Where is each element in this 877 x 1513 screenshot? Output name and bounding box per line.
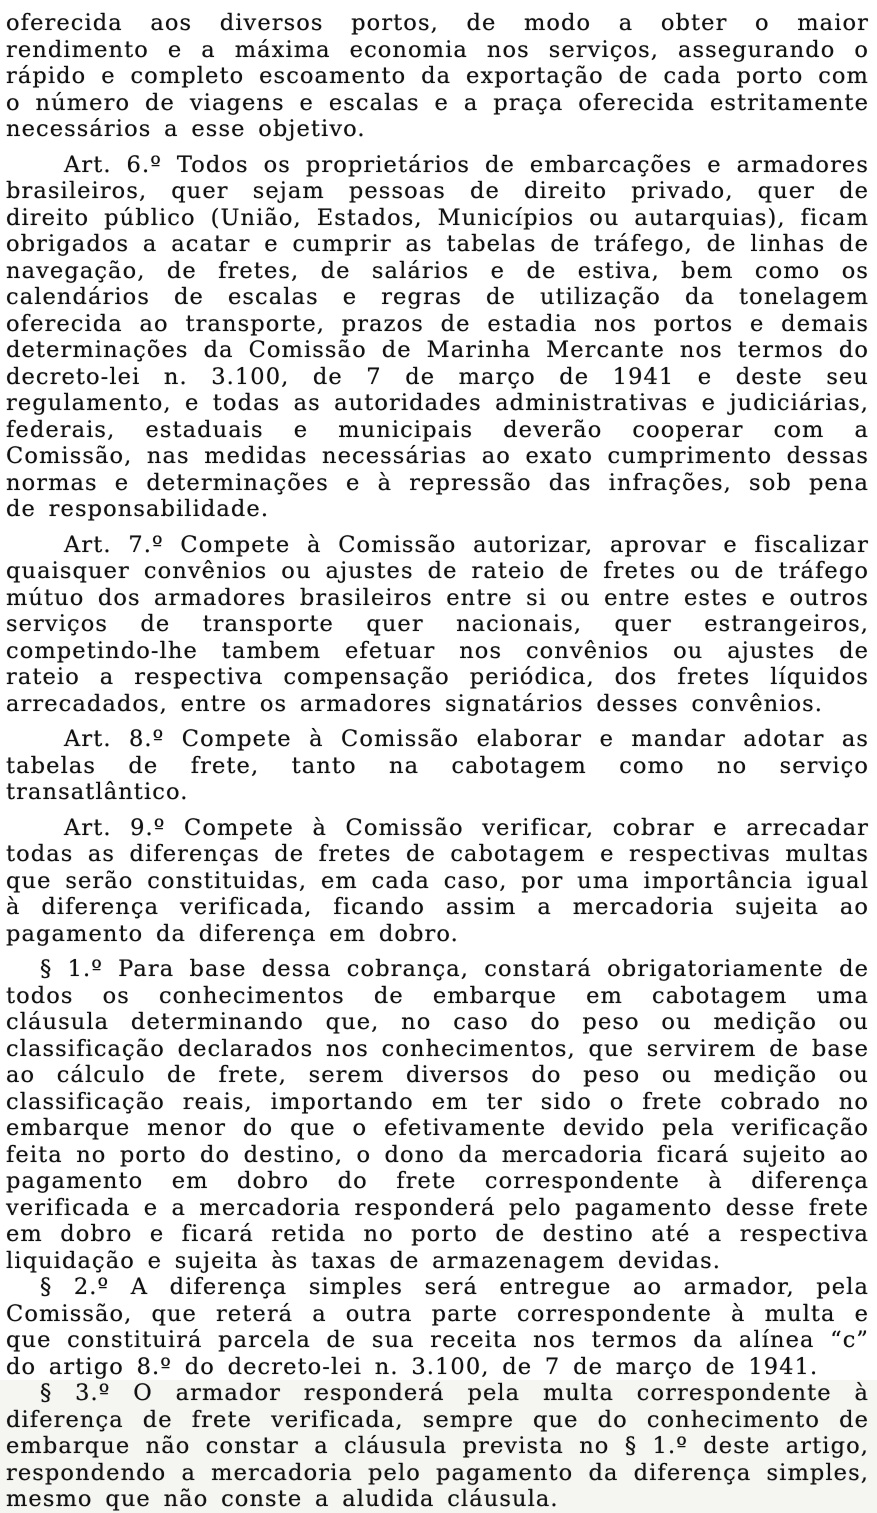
paragraph-section-2: § 2.º A diferença simples será entregue ao armador, pela Comissão, que reterá a outra parte correspondente à multa e que constituirá parcela de sua receita nos termos da alínea “c” do artigo 8.º do decreto-lei n. 3.100, de 7 de março de 1941.	[6, 1274, 869, 1380]
paragraph-art-9: Art. 9.º Compete à Comissão verificar, cobrar e arrecadar todas as diferenças de fretes de cabotagem e respectivas multas que serão constituidas, em cada caso, por uma importância igual à diferença verificada, ficando assim a mercadoria sujeita ao pagamento da diferença em dobro.	[6, 814, 869, 947]
paragraph-continuation: oferecida aos diversos portos, de modo a obter o maior rendimento e a máxima economia nos serviços, assegurando o rápido e completo escoamento da exportação de cada porto com o número de viagens e escalas e a praça oferecida estritamente necessários a esse objetivo.	[6, 10, 869, 142]
paragraph-art-7: Art. 7.º Compete à Comissão autorizar, aprovar e fiscalizar quaisquer convênios ou ajustes de rateio de fretes ou de tráfego mútuo dos armadores brasileiros entre si ou entre estes e outros serviços de transporte quer nacionais, quer estrangeiros, competindo-lhe tambem efetuar nos convênios ou ajustes de rateio a respectiva compensação periódica, dos fretes líquidos arrecadados, entre os armadores signatários desses convênios.	[6, 531, 869, 717]
paragraph-art-8: Art. 8.º Compete à Comissão elaborar e mandar adotar as tabelas de frete, tanto na cabotagem como no serviço transatlântico.	[6, 726, 869, 805]
paragraph-art-6: Art. 6.º Todos os proprietários de embarcações e armadores brasileiros, quer sejam pessoas de direito privado, quer de direito público (União, Estados, Municípios ou autarquias), ficam obrigados a acatar e cumprir as tabelas de tráfego, de linhas de navegação, de fretes, de salários e de estiva, bem como os calendários de escalas e regras de utilização da tonelagem oferecida ao transporte, prazos de estadia nos portos e demais determinações da Comissão de Marinha Mercante nos termos do decreto-lei n. 3.100, de 7 de março de 1941 e deste seu regulamento, e todas as autoridades administrativas e judiciárias, federais, estaduais e municipais deverão cooperar com a Comissão, nas medidas necessárias ao exato cumprimento dessas normas e determinações e à repressão das infrações, sob pena de responsabilidade.	[6, 151, 869, 522]
paragraph-section-1: § 1.º Para base dessa cobrança, constará obrigatoriamente de todos os conhecimentos de embarque em cabotagem uma cláusula determinando que, no caso do peso ou medição ou classificação declarados nos conhecimentos, que servirem de base ao cálculo de frete, serem diversos do peso ou medição ou classificação reais, importando em ter sido o frete cobrado no embarque menor do que o efetivamente devido pela verificação feita no porto do destino, o dono da mercadoria ficará sujeito ao pagamento em dobro do frete correspondente à diferença verificada e a mercadoria responderá pelo pagamento desse frete em dobro e ficará retida no porto de destino até a respectiva liquidação e sujeita às taxas de armazenagem devidas.	[6, 956, 869, 1274]
paragraph-section-3: § 3.º O armador responderá pela multa correspondente à diferença de frete verificada, sempre que do conhecimento de embarque não constar a cláusula prevista no § 1.º deste artigo, respondendo a mercadoria pelo pagamento da diferença simples, mesmo que não conste a aludida cláusula.	[6, 1380, 869, 1512]
